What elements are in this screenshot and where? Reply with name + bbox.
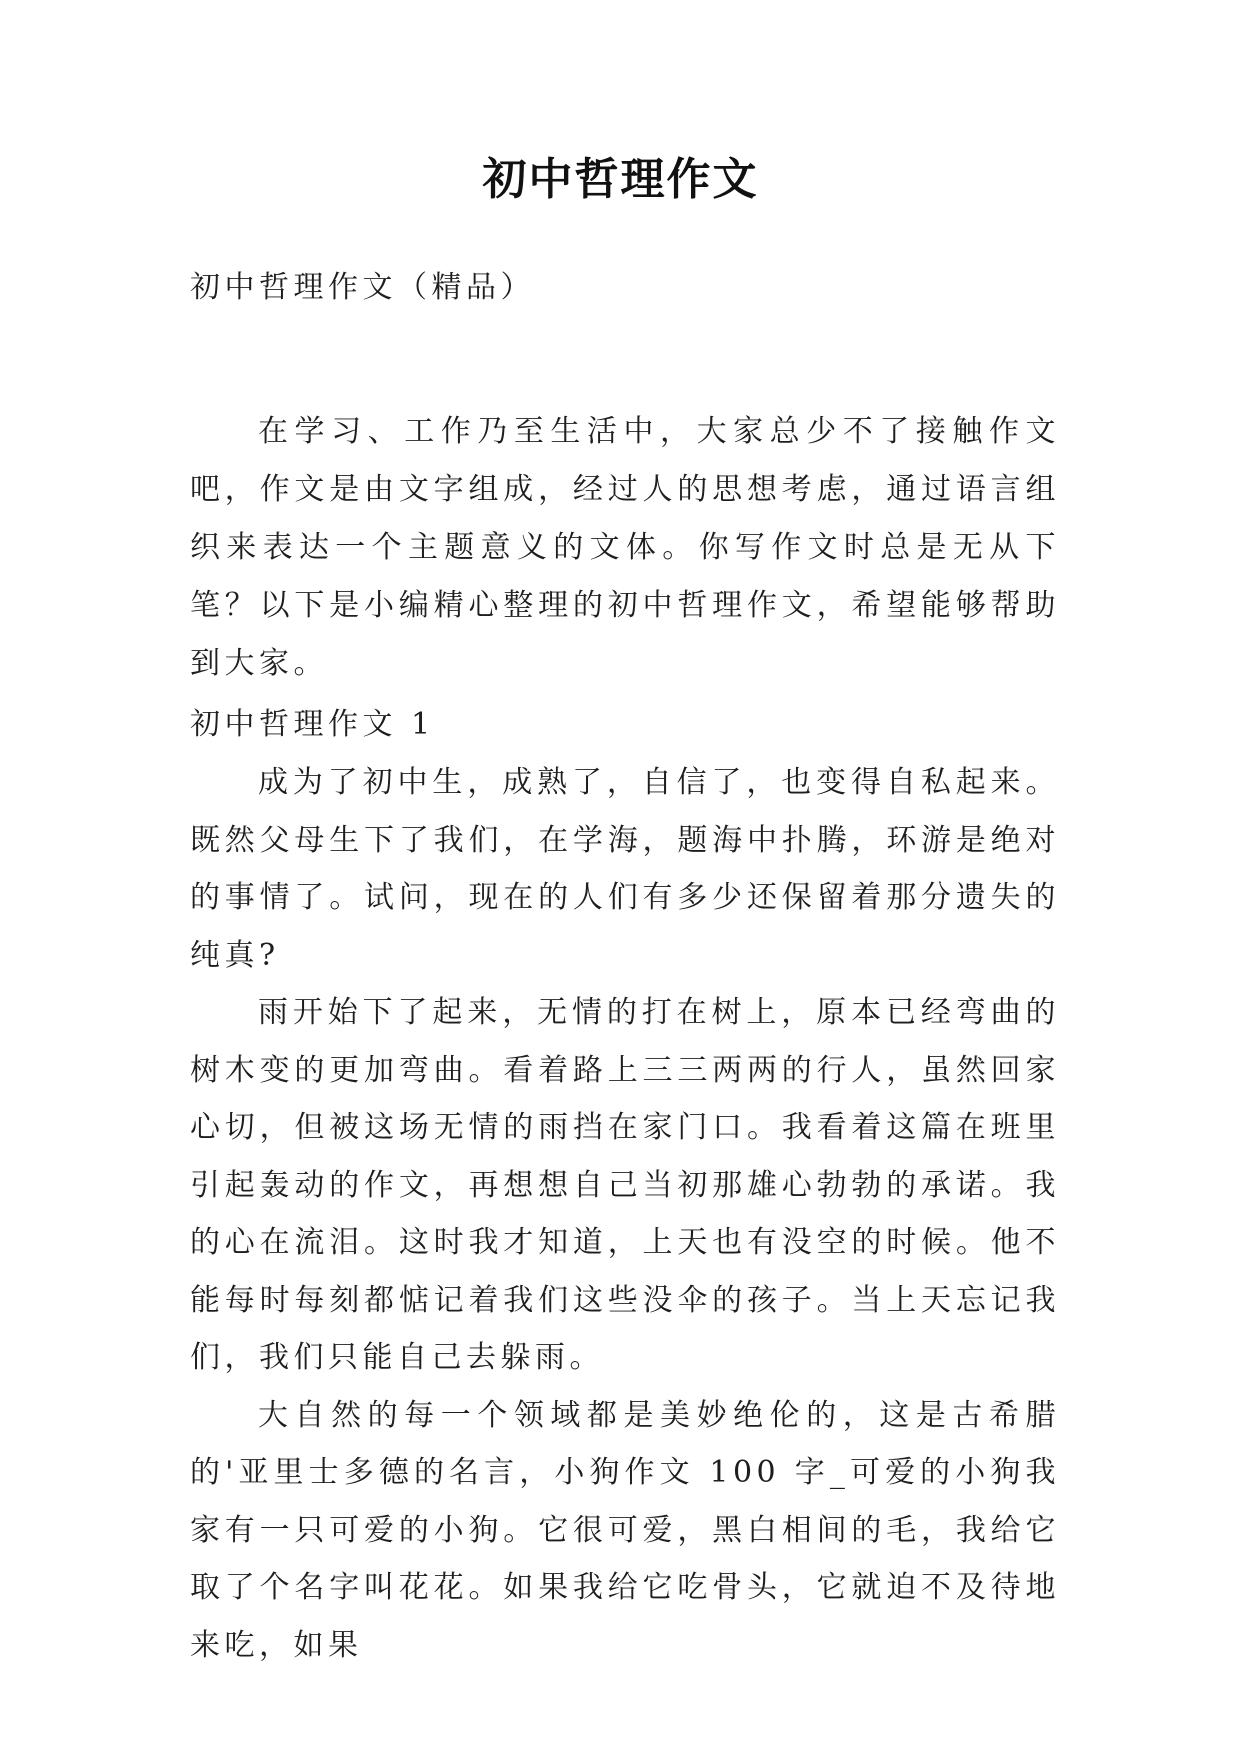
essay-paragraph-3: 大自然的每一个领域都是美妙绝伦的，这是古希腊的'亚里士多德的名言，小狗作文 100 字_可爱的小狗我家有一只可爱的小狗。它很可爱，黑白相间的毛，我给它取了个名字叫花花。如果我给它吃骨头，它就迫不及待地来吃，如果 (190, 1397, 1060, 1663)
document-subtitle: 初中哲理作文（精品） (190, 270, 535, 305)
section-title: 初中哲理作文 1 (190, 707, 435, 742)
intro-paragraph: 在学习、工作乃至生活中，大家总少不了接触作文吧，作文是由文字组成，经过人的思想考虑，通过语言组织来表达一个主题意义的文体。你写作文时总是无从下笔？以下是小编精心整理的初中哲理作文，希望能够帮助到大家。 (190, 414, 1060, 681)
essay-body (190, 754, 1060, 1674)
essay-paragraph-1: 成为了初中生，成熟了，自信了，也变得自私起来。既然父母生下了我们，在学海，题海中扑腾，环游是绝对的事情了。试问，现在的人们有多少还保留着那分遗失的纯真? (190, 765, 1060, 973)
essay-paragraph-2: 雨开始下了起来，无情的打在树上，原本已经弯曲的树木变的更加弯曲。看着路上三三两两的行人，虽然回家心切，但被这场无情的雨挡在家门口。我看着这篇在班里引起轰动的作文，再想想自己当初那雄心勃勃的承诺。我的心在流泪。这时我才知道，上天也有没空的时候。他不能每时每刻都惦记着我们这些没伞的孩子。当上天忘记我们，我们只能自己去躲雨。 (190, 995, 1060, 1375)
document-title: 初中哲理作文 (482, 154, 759, 205)
